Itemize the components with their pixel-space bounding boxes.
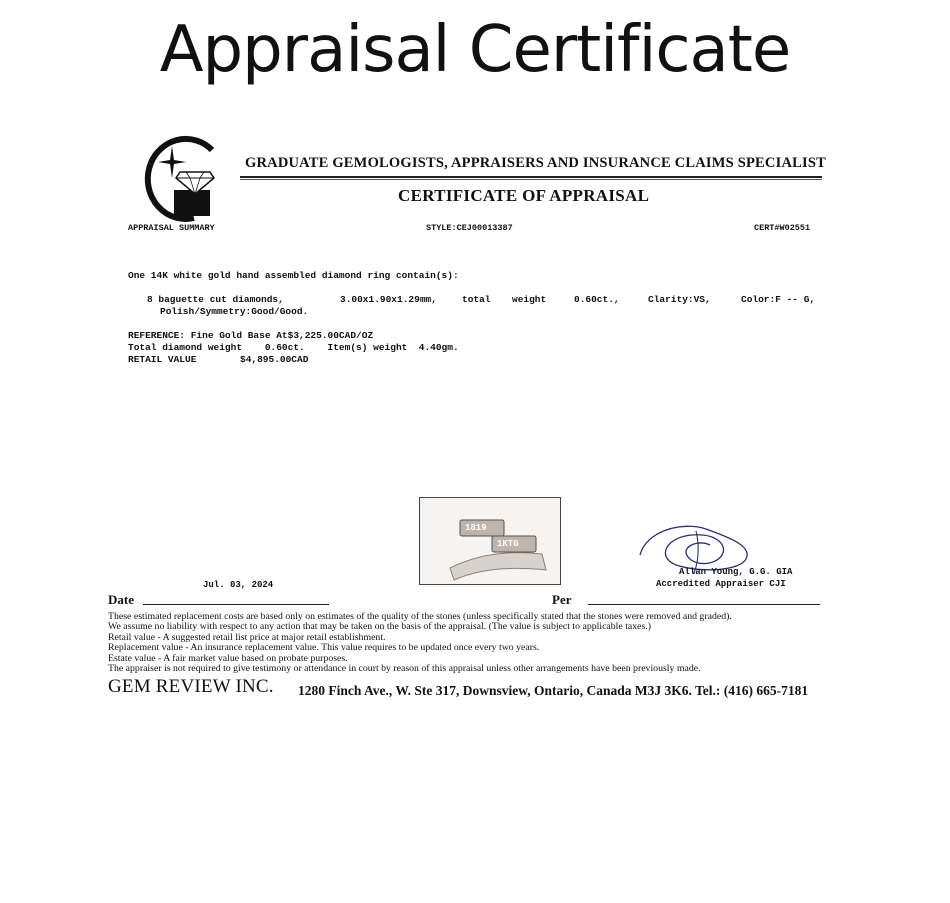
disclaimer-line: The appraiser is not required to give testimony or attendance in court by reason of this appraisal unless other arrangements have been previously made. (108, 663, 701, 675)
disclaimer-line: These estimated replacement costs are based only on estimates of the quality of the stones (unless specifically stated that the stones were removed and graded). (108, 611, 732, 622)
ring-image (420, 498, 560, 584)
per-line (588, 604, 820, 605)
retail-value-label: RETAIL VALUE (128, 354, 197, 365)
style-number: STYLE:CEJ00013387 (426, 223, 513, 233)
cert-number: CERT#W02551 (754, 223, 811, 233)
ring-engraving-2: 1KTG (497, 539, 519, 549)
disclaimer-block (108, 612, 732, 674)
date-line (143, 604, 329, 605)
total-weights: Total diamond weight 0.60ct. Item(s) weight 4.40gm. (128, 342, 459, 353)
appraiser-title: Accredited Appraiser CJI (656, 579, 786, 589)
gold-reference: REFERENCE: Fine Gold Base At$3,225.00CAD/OZ (128, 330, 374, 341)
company-name: GEM REVIEW INC. (108, 676, 274, 697)
disclaimer-line: We assume no liability with respect to any action that may be taken on the basis of the appraisal. (The value is subject to applicable taxes.) (108, 621, 652, 633)
appraiser-name: Allan Young, G.G. GIA (679, 567, 793, 577)
header-rule (240, 176, 822, 178)
per-label: Per (552, 592, 572, 607)
organization-name: GRADUATE GEMOLOGISTS, APPRAISERS AND INSURANCE CLAIMS SPECIALIST (245, 155, 826, 171)
page-title: Appraisal Certificate (159, 13, 791, 87)
diamond-weight: 0.60ct., (574, 294, 620, 305)
diamond-count-cut: 8 baguette cut diamonds, (147, 294, 284, 305)
diamond-polish: Polish/Symmetry:Good/Good. (160, 306, 309, 317)
diamond-color: Color:F -- G, (741, 294, 816, 305)
disclaimer-line: Retail value - A suggested retail list price at major retail establishment. (108, 631, 386, 643)
retail-value: $4,895.00CAD (240, 354, 309, 365)
diamond-weight-label: weight (512, 294, 547, 305)
appraisal-date: Jul. 03, 2024 (203, 580, 274, 590)
diamond-size: 3.00x1.90x1.29mm, (340, 294, 437, 305)
date-label: Date (108, 592, 134, 607)
disclaimer-line: Estate value - A fair market value based on probate purposes. (108, 652, 348, 664)
ring-engraving-1: 1819 (465, 523, 487, 533)
disclaimer-line: Replacement value - An insurance replacement value. This value requires to be updated once every two years. (108, 642, 540, 654)
company-address: 1280 Finch Ave., W. Ste 317, Downsview, Ontario, Canada M3J 3K6. Tel.: (416) 665-7181 (298, 683, 809, 698)
ring-photo (419, 497, 561, 585)
certificate-title: CERTIFICATE OF APPRAISAL (398, 186, 650, 205)
item-description: One 14K white gold hand assembled diamond ring contain(s): (128, 270, 459, 281)
diamond-clarity: Clarity:VS, (648, 294, 711, 305)
gemologist-logo (134, 132, 220, 224)
diamond-total-label: total (462, 294, 491, 305)
appraisal-summary-label: APPRAISAL SUMMARY (128, 223, 215, 233)
header-rule-thin (240, 179, 822, 180)
